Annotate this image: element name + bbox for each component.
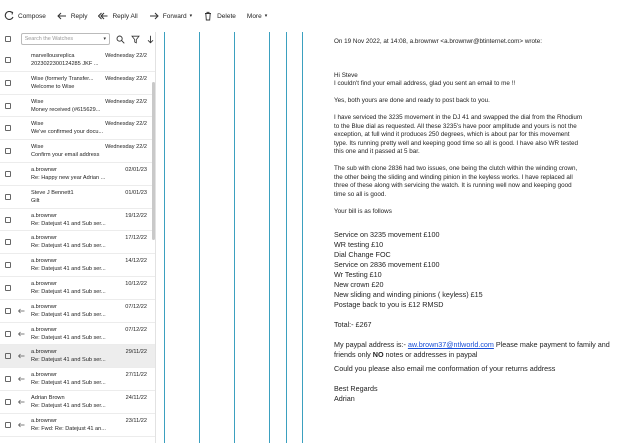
message-sender: Adrian Brown [31,394,65,401]
row-checkbox[interactable] [5,217,11,223]
search-placeholder: Search the Watches [24,36,74,42]
message-subject: We've confirmed your docu... [31,129,104,136]
sign-off: Best Regards [334,384,378,393]
message-sender: a.brownwr [31,280,57,287]
message-date: 17/12/22 [125,235,147,242]
message-subject: Welcome to Wise [31,83,75,90]
forward-label: Forward [162,12,187,20]
quote-line [164,32,165,443]
message-date: 01/01/23 [125,189,147,196]
message-sender: a.brownwr [31,166,57,173]
bill-items [334,230,634,404]
message-subject: Re: Fwd: Re: Datejust 41 an... [31,425,106,432]
message-sender: Wise [31,144,44,151]
message-row[interactable] [0,300,155,323]
trash-icon [203,11,213,21]
confirm-request: Could you please also email me conformation of your returns address [334,364,556,373]
message-subject: Re: Datejust 41 and Sub ser... [31,311,106,318]
row-checkbox[interactable] [5,285,11,291]
row-checkbox[interactable] [5,353,11,359]
quote-header: On 19 Nov 2022, at 14:08, a.brownwr <a.brownwr@btinternet.com> wrote: [334,38,543,45]
message-row-selected[interactable] [0,345,155,368]
compose-icon [4,11,14,21]
message-subject: Re: Datejust 41 and Sub ser... [31,243,106,250]
message-date: 14/12/22 [125,258,147,265]
message-row[interactable] [0,414,155,437]
message-sender: marvellousreplica [31,53,75,59]
message-row[interactable] [0,72,155,95]
row-checkbox[interactable] [5,331,11,337]
message-date: Wednesday 22/2 [105,53,147,59]
message-sender: a.brownwr [31,258,57,265]
message-date: Wednesday 22/2 [105,98,147,105]
bill-item: Dial Change FOC [334,250,391,259]
message-date: Wednesday 22/2 [105,144,147,151]
message-sender: a.brownwr [31,326,57,333]
message-sender: Steve J Bennett1 [31,189,74,196]
message-list-pane [0,32,156,443]
quote-line [286,32,287,443]
message-row[interactable] [0,117,155,140]
select-all-checkbox[interactable] [5,36,11,42]
forward-chevron-down-icon: ▾ [189,13,193,19]
message-row[interactable] [0,209,155,232]
message-subject: 2023022300124285 JKF ... [31,61,99,67]
bill-item: WR testing £10 [334,240,384,249]
message-subject: Re: Datejust 41 and Sub ser... [31,266,106,273]
body-line: exception, at full wind it produces 250 degrees, which is about par for this movement [334,131,570,138]
message-row[interactable] [0,231,155,254]
body-line: Yes, both yours are done and ready to post back to you. [334,97,490,104]
message-subject: Re: Datejust 41 and Sub ser... [31,380,106,387]
message-sender: a.brownwr [31,303,57,310]
message-subject: Re: Happy new year Adrian ... [31,174,106,181]
message-date: 02/01/23 [125,166,147,173]
message-date: Wednesday 22/2 [105,75,147,82]
message-sender: a.brownwr [31,212,57,219]
message-date: 07/12/22 [125,303,147,310]
row-checkbox[interactable] [5,239,11,245]
message-row[interactable] [0,140,155,163]
quote-line [234,32,235,443]
row-checkbox[interactable] [5,399,11,405]
reply-all-icon [98,11,108,21]
message-subject: Re: Datejust 41 and Sub ser... [31,220,106,227]
paypal-line [334,340,634,350]
row-checkbox[interactable] [5,308,11,314]
message-sender: a.brownwr [31,349,57,356]
more-button[interactable] [247,9,267,23]
body-line: this one and it passed at 5 bar. [334,148,420,155]
replied-icon [18,331,25,337]
message-date: 07/12/22 [125,326,147,333]
message-row[interactable] [0,49,155,72]
row-checkbox[interactable] [5,262,11,268]
toolbar [0,0,640,32]
message-subject: Confirm your email address [31,152,100,159]
paypal-email-link[interactable]: aw.brown37@ntlworld.com [407,340,494,349]
row-checkbox[interactable] [5,125,11,131]
message-row[interactable] [0,254,155,277]
paypal-no-bold: NO [372,350,384,359]
quote-line [302,32,303,443]
body-line: I couldn't find your email address, glad you sent an email to me !! [334,80,516,87]
message-date: 19/12/22 [125,212,147,219]
message-row[interactable] [0,391,155,414]
list-header [0,32,155,46]
body-line: to the Blue dial as requested. All these 3235's have poor amplitude and yours is not the [334,122,577,130]
bill-item: Postage back to you is £12 RMSD [334,300,444,309]
paypal-line-2 [334,350,634,360]
bill-intro: Your bill is as follows [334,207,392,215]
compose-button[interactable] [4,9,46,23]
bill-item: Service on 2836 movement £100 [334,260,440,269]
delete-label: Delete [217,12,236,20]
message-sender: Wise [31,121,44,128]
row-checkbox[interactable] [5,57,11,63]
paypal-line2-a: friends only [334,350,373,359]
quote-line [199,32,200,443]
row-checkbox[interactable] [5,422,11,428]
body-line: time so all is good. [334,190,387,198]
total: Total:- £267 [334,320,372,329]
paypal-line2-b: notes or addresses in paypal [383,350,478,359]
message-subject: Re: Datejust 41 and Sub ser... [31,402,106,409]
bill-item: Wr Testing £10 [334,270,382,279]
search-chevron-down-icon[interactable]: ▾ [103,36,106,42]
message-sender: a.brownwr [31,235,57,242]
message-date: 29/11/22 [125,349,147,356]
message-sender: Wise (formerly Transfer... [31,75,94,82]
greeting: Hi Steve [334,71,358,79]
message-list-scrollbar[interactable] [152,82,155,240]
search-input[interactable] [21,33,110,45]
quote-line [269,32,270,443]
reply-button[interactable] [57,9,88,23]
message-subject: Re: Datejust 41 and Sub ser... [31,357,106,364]
delete-button[interactable] [203,9,236,23]
forward-icon [149,11,159,21]
row-checkbox[interactable] [5,103,11,109]
body-line: The sub with clone 2836 had two issues, one being the clutch within the winding crown, [334,165,578,172]
search-icon[interactable] [116,35,125,44]
reply-all-label: Reply All [112,12,138,20]
message-subject: Re: Datejust 41 and Sub ser... [31,334,106,341]
reply-all-button[interactable] [98,9,137,23]
row-checkbox[interactable] [5,80,11,86]
row-checkbox[interactable] [5,376,11,382]
replied-icon [18,376,25,382]
reply-label: Reply [70,12,88,20]
bill-item: New crown £20 [334,280,384,289]
row-checkbox[interactable] [5,148,11,154]
body-line: the other being the sliding and winding pinion in the keyless works. I have replaced all [334,173,573,181]
message-date: 10/12/22 [125,280,147,287]
message-sender: a.brownwr [31,417,57,424]
message-date: Wednesday 22/2 [105,121,147,128]
more-label: More [246,12,262,20]
message-date: 23/11/22 [125,417,147,424]
message-sender: a.brownwr [31,372,57,379]
message-row[interactable] [0,186,155,209]
message-date: 27/11/22 [125,372,147,379]
message-subject: Money received (#615629... [31,106,101,113]
replied-icon [18,308,25,314]
message-row[interactable] [0,163,155,186]
body-line: three of these along with servicing the watch. It is running well now and keeping good [334,182,572,189]
filter-icon[interactable] [131,35,140,44]
bill-item: Service on 3235 movement £100 [334,230,440,239]
message-list [0,49,155,437]
more-chevron-down-icon: ▾ [264,13,268,19]
message-date: 24/11/22 [125,394,147,401]
message-subject: Gilt [31,197,40,204]
message-row[interactable] [0,277,155,300]
body-line: I have serviced the 3235 movement in the DJ 41 and swapped the dial from the Rhodium [334,114,583,121]
reply-icon [57,11,67,21]
paypal-suffix: Please make payment to family and [493,340,610,349]
replied-icon [18,422,25,428]
sort-down-icon[interactable] [146,35,155,44]
row-checkbox[interactable] [5,194,11,200]
message-row[interactable] [0,368,155,391]
message-subject: Re: Datejust 41 and Sub ser... [31,288,106,295]
signature-name: Adrian [334,394,355,403]
replied-icon [18,399,25,405]
message-row[interactable] [0,323,155,346]
replied-icon [18,353,25,359]
message-sender: Wise [31,98,44,105]
bill-item: New sliding and winding pinions ( keyless) £15 [334,290,483,299]
paypal-prefix: My paypal address is:- [334,340,408,349]
email-body [334,38,634,404]
row-checkbox[interactable] [5,171,11,177]
compose-label: Compose [18,12,46,20]
body-line: type. Its running pretty well and keeping good time so all is good. I have also WR tested [334,139,578,147]
forward-button[interactable] [149,9,192,23]
message-row[interactable] [0,95,155,118]
